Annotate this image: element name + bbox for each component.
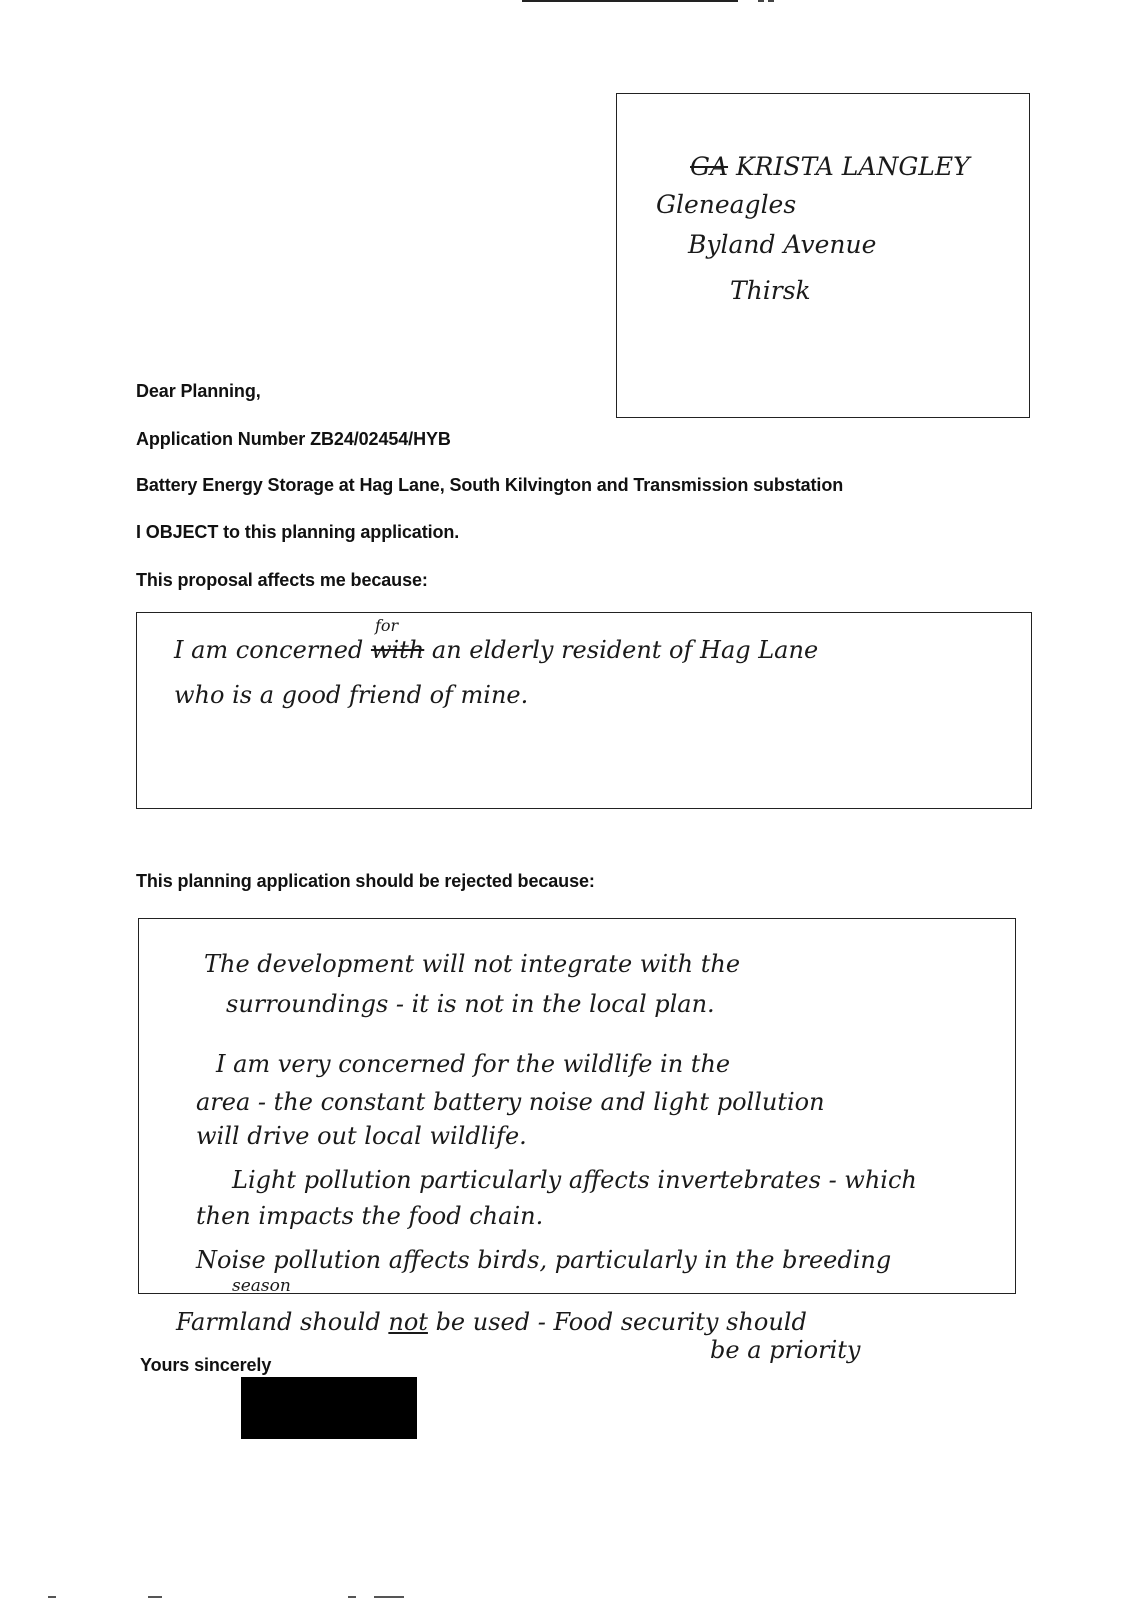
rejected-line-9: season <box>232 1276 291 1296</box>
farmland-underlined-not: not <box>388 1308 428 1336</box>
address-street: Byland Avenue <box>688 230 877 259</box>
redacted-signature <box>241 1377 417 1439</box>
application-number: Application Number ZB24/02454/HYB <box>136 429 451 449</box>
rejected-line-6: Light pollution particularly affects invertebrates - which <box>232 1166 917 1194</box>
rejected-line-1: The development will not integrate with the <box>204 950 741 978</box>
top-edge-mark <box>768 0 774 2</box>
footer-mark <box>374 1596 404 1598</box>
address-name: KRISTA LANGLEY <box>735 152 970 181</box>
affects-line-1 <box>174 616 819 664</box>
top-edge-rule <box>522 0 738 2</box>
objection-statement: I OBJECT to this planning application. <box>136 522 460 542</box>
rejected-heading: This planning application should be rejected because: <box>136 871 595 891</box>
footer-mark <box>148 1596 162 1598</box>
address-town: Thirsk <box>730 276 811 305</box>
top-edge-mark <box>758 0 764 2</box>
rejected-line-10 <box>176 1308 807 1336</box>
rejected-line-11: be a priority <box>710 1336 861 1364</box>
footer-mark <box>48 1596 56 1598</box>
address-struck-prefix: GA <box>690 152 729 181</box>
farmland-text-b: be used - Food security should <box>435 1308 807 1336</box>
rejected-line-5: will drive out local wildlife. <box>196 1122 527 1150</box>
rejected-line-2: surroundings - it is not in the local plan. <box>226 990 715 1018</box>
footer-mark <box>348 1596 356 1598</box>
affects-inserted-word: for <box>374 616 399 635</box>
rejected-line-7: then impacts the food chain. <box>196 1202 544 1230</box>
closing: Yours sincerely <box>140 1355 272 1375</box>
address-house: Gleneagles <box>656 190 797 219</box>
subject-line: Battery Energy Storage at Hag Lane, South Kilvington and Transmission substation <box>136 475 844 495</box>
address-name-line <box>690 152 970 181</box>
rejected-line-3: I am very concerned for the wildlife in the <box>216 1050 731 1078</box>
affects-text-b: an elderly resident of Hag Lane <box>431 636 819 664</box>
affects-heading: This proposal affects me because: <box>136 570 428 590</box>
rejected-line-8: Noise pollution affects birds, particularly in the breeding <box>196 1246 892 1274</box>
affects-struck-word: with <box>370 636 425 664</box>
affects-text-a: I am concerned <box>174 636 364 664</box>
salutation: Dear Planning, <box>136 381 261 401</box>
rejected-line-4: area - the constant battery noise and light pollution <box>196 1088 825 1116</box>
farmland-text-a: Farmland should <box>176 1308 381 1336</box>
affects-line-2: who is a good friend of mine. <box>174 681 529 709</box>
